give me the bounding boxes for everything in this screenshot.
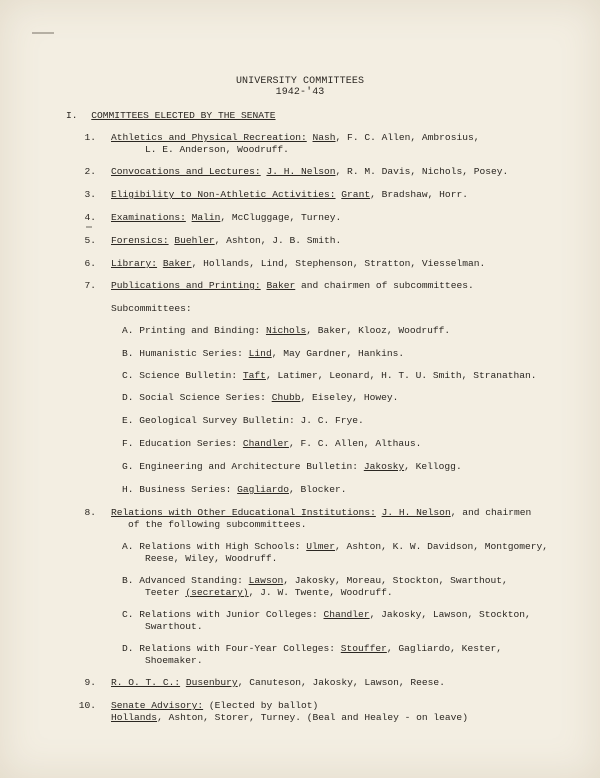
committee-item: Relations with Other Educational Institutions: J. H. Nelson, and chairmen — [111, 507, 532, 518]
section-heading: I. COMMITTEES ELECTED BY THE SENATE — [66, 110, 276, 121]
committee-item-cont: of the following subcommittees. — [128, 519, 307, 530]
committee-item: Convocations and Lectures: J. H. Nelson, R. M. Davis, Nichols, Posey. — [111, 166, 509, 177]
subcommittee-item: A. Relations with High Schools: Ulmer, Ashton, K. W. Davidson, Montgomery, — [122, 541, 549, 552]
item-number: 6. — [84, 258, 96, 269]
stray-mark — [86, 226, 92, 228]
subcommittee-item: D. Social Science Series: Chubb, Eiseley, Howey. — [122, 392, 399, 403]
committee-item: Forensics: Buehler, Ashton, J. B. Smith. — [111, 235, 342, 246]
committee-item-cont: Hollands, Ashton, Storer, Turney. (Beal and Healey - on leave) — [111, 712, 468, 723]
committee-item-cont: L. E. Anderson, Woodruff. — [145, 144, 289, 155]
subcommittee-item: C. Relations with Junior Colleges: Chandler, Jakosky, Lawson, Stockton, — [122, 609, 531, 620]
subcommittee-item: H. Business Series: Gagliardo, Blocker. — [122, 484, 347, 495]
item-number: 7. — [84, 280, 96, 291]
committee-item: R. O. T. C.: Dusenbury, Canuteson, Jakosky, Lawson, Reese. — [111, 677, 445, 688]
subcommittee-item: F. Education Series: Chandler, F. C. Allen, Althaus. — [122, 438, 422, 449]
committee-item: Athletics and Physical Recreation: Nash, F. C. Allen, Ambrosius, — [111, 132, 480, 143]
committee-item: Eligibility to Non-Athletic Activities: Grant, Bradshaw, Horr. — [111, 189, 468, 200]
subcommittee-item: C. Science Bulletin: Taft, Latimer, Leonard, H. T. U. Smith, Stranathan. — [122, 370, 537, 381]
subcommittee-item: D. Relations with Four-Year Colleges: Stouffer, Gagliardo, Kester, — [122, 643, 502, 654]
subcommittee-item-cont: Shoemaker. — [145, 655, 203, 666]
item-number: 5. — [84, 235, 96, 246]
item-number: 9. — [84, 677, 96, 688]
item-number: 1. — [84, 132, 96, 143]
item-number: 10. — [78, 700, 96, 711]
subcommittee-item: E. Geological Survey Bulletin: J. C. Frye. — [122, 415, 364, 426]
margin-mark — [32, 32, 54, 34]
committee-item: Publications and Printing: Baker and chairmen of subcommittees. — [111, 280, 474, 291]
document-year: 1942-'43 — [275, 87, 325, 98]
committee-item: Library: Baker, Hollands, Lind, Stephenson, Stratton, Viesselman. — [111, 258, 486, 269]
item-number: 3. — [84, 189, 96, 200]
item-number: 8. — [84, 507, 96, 518]
committee-item: Senate Advisory: (Elected by ballot) — [111, 700, 319, 711]
subcommittee-item-cont: Swarthout. — [145, 621, 203, 632]
item-number: 4. — [84, 212, 96, 223]
subcommittee-item: B. Advanced Standing: Lawson, Jakosky, Moreau, Stockton, Swarthout, — [122, 575, 508, 586]
subcommittee-item-cont: Teeter (secretary), J. W. Twente, Woodruff. — [145, 587, 393, 598]
subcommittees-label: Subcommittees: — [111, 303, 192, 314]
item-number: 2. — [84, 166, 96, 177]
subcommittee-item-cont: Reese, Wiley, Woodruff. — [145, 553, 278, 564]
subcommittee-item: G. Engineering and Architecture Bulletin: Jakosky, Kellogg. — [122, 461, 462, 472]
committee-item: Examinations: Malin, McCluggage, Turney. — [111, 212, 342, 223]
document-title: UNIVERSITY COMMITTEES — [235, 76, 365, 87]
subcommittee-item: B. Humanistic Series: Lind, May Gardner, Hankins. — [122, 348, 405, 359]
subcommittee-item: A. Printing and Binding: Nichols, Baker, Klooz, Woodruff. — [122, 325, 451, 336]
